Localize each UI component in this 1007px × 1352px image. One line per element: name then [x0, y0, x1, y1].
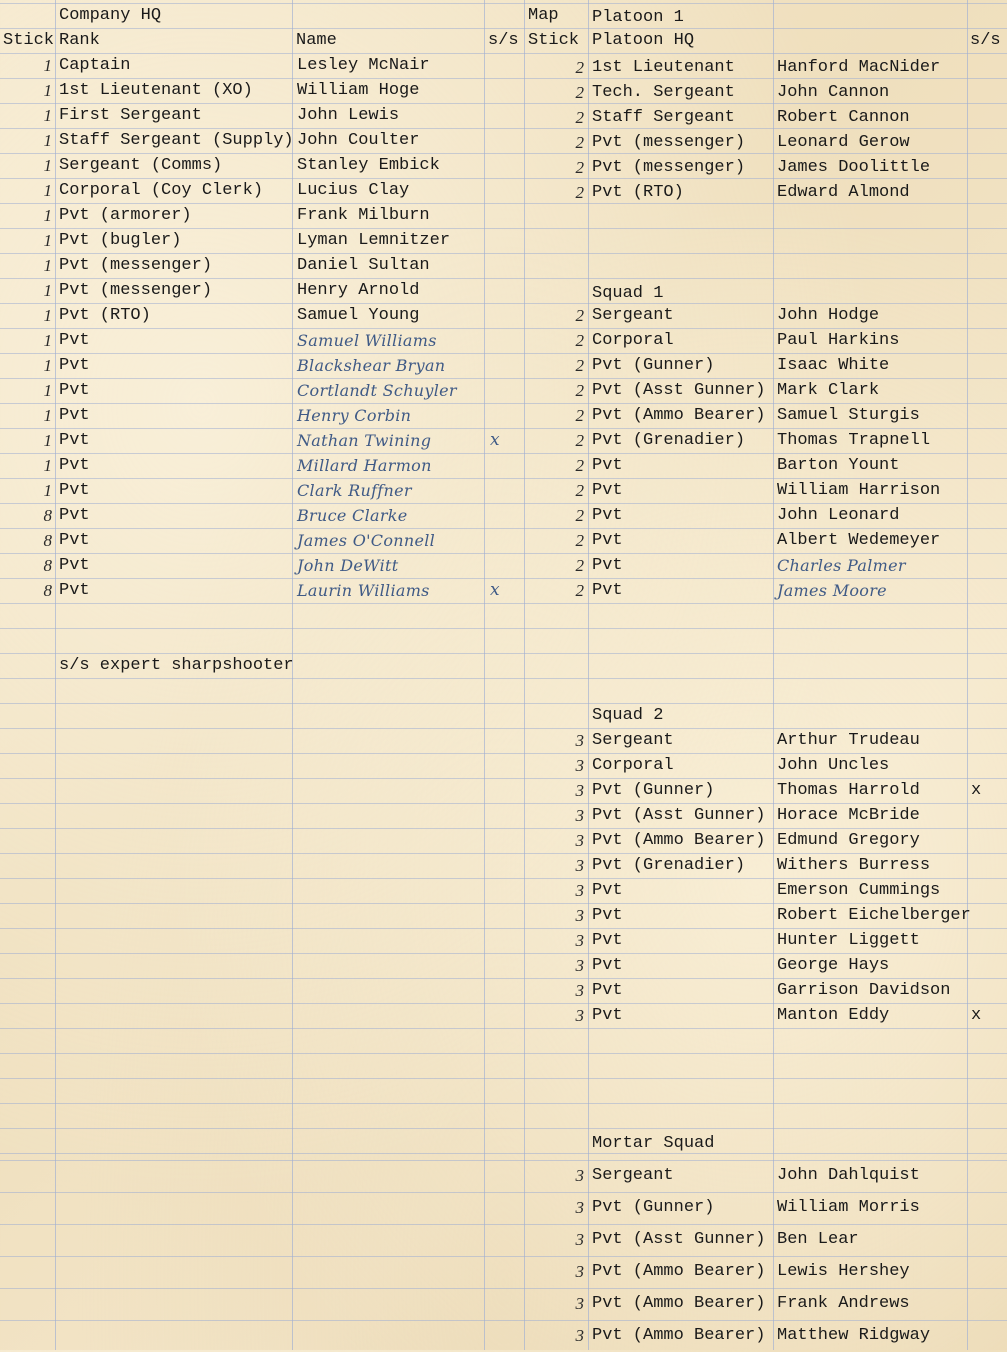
platoon-row-name[interactable]: Hunter Liggett — [777, 931, 920, 950]
platoon-row-rank[interactable]: Pvt (RTO) — [592, 183, 684, 202]
platoon-row-name[interactable]: John Hodge — [777, 306, 880, 325]
platoon-row-stick[interactable]: 2 — [575, 83, 584, 102]
platoon-row-name[interactable]: Robert Cannon — [777, 108, 910, 127]
company-row-stick[interactable]: 1 — [43, 381, 52, 400]
company-row-rank[interactable]: Pvt — [59, 531, 90, 550]
platoon-row-rank[interactable]: Pvt (Asst Gunner) — [592, 806, 766, 825]
platoon-row-name[interactable]: Garrison Davidson — [777, 981, 951, 1000]
company-section-title[interactable]: Company HQ — [59, 6, 162, 25]
company-row-name[interactable]: Samuel Williams — [297, 331, 437, 350]
company-row-name[interactable]: John Lewis — [297, 106, 400, 125]
mortar-squad-title[interactable]: Mortar Squad — [592, 1134, 715, 1153]
platoon-row-rank[interactable]: Pvt — [592, 556, 623, 575]
platoon-row-stick[interactable]: 3 — [575, 1326, 584, 1345]
platoon-row-name[interactable]: Edward Almond — [777, 183, 910, 202]
sharpshooter-legend[interactable]: s/s expert sharpshooter — [59, 656, 294, 675]
platoon-row-name[interactable]: James Doolittle — [777, 158, 931, 177]
platoon-row-name[interactable]: Manton Eddy — [777, 1006, 890, 1025]
platoon-row-stick[interactable]: 3 — [575, 1262, 584, 1281]
platoon-row-stick[interactable]: 3 — [575, 981, 584, 1000]
company-row-name[interactable]: Frank Milburn — [297, 206, 430, 225]
company-row-rank[interactable]: Pvt — [59, 431, 90, 450]
platoon-row-name[interactable]: James Moore — [777, 581, 887, 600]
platoon-row-sharpshooter[interactable]: x — [971, 781, 982, 800]
platoon-row-name[interactable]: John Dahlquist — [777, 1166, 920, 1185]
company-row-name[interactable]: John DeWitt — [297, 556, 399, 575]
company-row-stick[interactable]: 1 — [43, 156, 52, 175]
company-row-name[interactable]: Bruce Clarke — [297, 506, 408, 525]
platoon-row-stick[interactable]: 3 — [575, 831, 584, 850]
platoon-row-rank[interactable]: Pvt (messenger) — [592, 133, 746, 152]
platoon-row-rank[interactable]: Sergeant — [592, 306, 674, 325]
company-row-rank[interactable]: 1st Lieutenant (XO) — [59, 81, 253, 100]
platoon-row-stick[interactable]: 3 — [575, 1198, 584, 1217]
platoon-row-rank[interactable]: Pvt — [592, 481, 623, 500]
platoon-row-name[interactable]: William Morris — [777, 1198, 920, 1217]
platoon-row-rank[interactable]: Pvt (Ammo Bearer) — [592, 406, 766, 425]
company-row-name[interactable]: Lucius Clay — [297, 181, 410, 200]
company-row-rank[interactable]: Pvt — [59, 381, 90, 400]
platoon-row-stick[interactable]: 2 — [575, 506, 584, 525]
platoon-row-stick[interactable]: 3 — [575, 881, 584, 900]
platoon-row-rank[interactable]: Pvt (Ammo Bearer) — [592, 1326, 766, 1345]
platoon-row-sharpshooter[interactable]: x — [971, 1006, 982, 1025]
platoon-row-rank[interactable]: Pvt (messenger) — [592, 158, 746, 177]
company-row-rank[interactable]: Staff Sergeant (Supply) — [59, 131, 294, 150]
platoon-row-rank[interactable]: Corporal — [592, 331, 674, 350]
platoon-row-name[interactable]: Isaac White — [777, 356, 890, 375]
platoon-row-stick[interactable]: 2 — [575, 58, 584, 77]
platoon-row-name[interactable]: Robert Eichelberger — [777, 906, 971, 925]
platoon-row-name[interactable]: Paul Harkins — [777, 331, 900, 350]
platoon-row-rank[interactable]: Pvt — [592, 981, 623, 1000]
platoon-row-name[interactable]: Albert Wedemeyer — [777, 531, 941, 550]
platoon-row-stick[interactable]: 2 — [575, 581, 584, 600]
platoon-row-name[interactable]: Lewis Hershey — [777, 1262, 910, 1281]
platoon-row-name[interactable]: John Cannon — [777, 83, 890, 102]
platoon-row-stick[interactable]: 2 — [575, 556, 584, 575]
company-row-rank[interactable]: Corporal (Coy Clerk) — [59, 181, 264, 200]
platoon-row-rank[interactable]: Pvt (Grenadier) — [592, 856, 746, 875]
squad2-title[interactable]: Squad 2 — [592, 706, 664, 725]
company-row-stick[interactable]: 1 — [43, 331, 52, 350]
company-row-sharpshooter[interactable]: x — [490, 580, 500, 600]
platoon-row-stick[interactable]: 3 — [575, 1166, 584, 1185]
platoon-row-rank[interactable]: Pvt (Ammo Bearer) — [592, 831, 766, 850]
company-row-name[interactable]: Laurin Williams — [297, 581, 430, 600]
platoon-row-name[interactable]: Matthew Ridgway — [777, 1326, 931, 1345]
company-row-stick[interactable]: 1 — [43, 56, 52, 75]
platoon-row-name[interactable]: John Uncles — [777, 756, 890, 775]
company-row-rank[interactable]: Pvt (RTO) — [59, 306, 151, 325]
company-row-name[interactable]: Daniel Sultan — [297, 256, 430, 275]
company-row-name[interactable]: Henry Corbin — [297, 406, 412, 425]
company-row-rank[interactable]: Sergeant (Comms) — [59, 156, 223, 175]
company-row-stick[interactable]: 1 — [43, 131, 52, 150]
company-row-sharpshooter[interactable]: x — [490, 430, 500, 450]
platoon-row-name[interactable]: William Harrison — [777, 481, 941, 500]
platoon-row-rank[interactable]: Pvt — [592, 456, 623, 475]
platoon-row-rank[interactable]: Pvt — [592, 906, 623, 925]
company-row-stick[interactable]: 1 — [43, 456, 52, 475]
company-row-stick[interactable]: 1 — [43, 181, 52, 200]
company-row-stick[interactable]: 1 — [43, 231, 52, 250]
company-row-name[interactable]: Blackshear Bryan — [297, 356, 446, 375]
company-row-rank[interactable]: Pvt — [59, 581, 90, 600]
company-row-rank[interactable]: Pvt (armorer) — [59, 206, 192, 225]
platoon-row-stick[interactable]: 2 — [575, 531, 584, 550]
platoon-row-name[interactable]: George Hays — [777, 956, 890, 975]
platoon-row-name[interactable]: Barton Yount — [777, 456, 900, 475]
platoon-row-stick[interactable]: 2 — [575, 108, 584, 127]
company-row-stick[interactable]: 1 — [43, 206, 52, 225]
platoon-row-stick[interactable]: 3 — [575, 956, 584, 975]
company-row-rank[interactable]: Pvt — [59, 406, 90, 425]
platoon-row-name[interactable]: Arthur Trudeau — [777, 731, 920, 750]
platoon-section-title[interactable]: Platoon 1 — [592, 8, 684, 27]
company-row-stick[interactable]: 1 — [43, 356, 52, 375]
map-label[interactable]: Map — [528, 6, 559, 25]
company-row-name[interactable]: James O'Connell — [297, 531, 436, 550]
company-row-stick[interactable]: 8 — [43, 506, 52, 525]
platoon-row-rank[interactable]: Pvt (Gunner) — [592, 356, 715, 375]
platoon-row-stick[interactable]: 2 — [575, 356, 584, 375]
company-row-rank[interactable]: Pvt — [59, 556, 90, 575]
platoon-header-hq[interactable]: Platoon HQ — [592, 31, 695, 50]
platoon-row-stick[interactable]: 3 — [575, 931, 584, 950]
squad1-title[interactable]: Squad 1 — [592, 284, 664, 303]
company-row-name[interactable]: Millard Harmon — [297, 456, 432, 475]
platoon-row-rank[interactable]: Pvt (Grenadier) — [592, 431, 746, 450]
platoon-row-stick[interactable]: 3 — [575, 781, 584, 800]
platoon-row-name[interactable]: Leonard Gerow — [777, 133, 910, 152]
platoon-row-stick[interactable]: 2 — [575, 481, 584, 500]
company-row-rank[interactable]: Pvt (bugler) — [59, 231, 182, 250]
company-row-stick[interactable]: 1 — [43, 481, 52, 500]
platoon-row-rank[interactable]: 1st Lieutenant — [592, 58, 735, 77]
company-row-name[interactable]: Henry Arnold — [297, 281, 420, 300]
platoon-row-rank[interactable]: Pvt — [592, 881, 623, 900]
platoon-row-stick[interactable]: 2 — [575, 306, 584, 325]
company-row-stick[interactable]: 1 — [43, 281, 52, 300]
platoon-row-rank[interactable]: Pvt (Gunner) — [592, 1198, 715, 1217]
platoon-row-rank[interactable]: Pvt — [592, 581, 623, 600]
platoon-row-name[interactable]: Charles Palmer — [777, 556, 906, 575]
platoon-row-rank[interactable]: Pvt — [592, 931, 623, 950]
platoon-row-name[interactable]: Thomas Trapnell — [777, 431, 931, 450]
platoon-row-stick[interactable]: 2 — [575, 406, 584, 425]
company-row-rank[interactable]: Captain — [59, 56, 131, 75]
platoon-row-name[interactable]: Frank Andrews — [777, 1294, 910, 1313]
platoon-row-name[interactable]: Withers Burress — [777, 856, 931, 875]
platoon-row-stick[interactable]: 3 — [575, 756, 584, 775]
platoon-row-rank[interactable]: Pvt (Ammo Bearer) — [592, 1294, 766, 1313]
platoon-row-stick[interactable]: 3 — [575, 806, 584, 825]
platoon-row-stick[interactable]: 2 — [575, 431, 584, 450]
company-row-stick[interactable]: 1 — [43, 81, 52, 100]
platoon-row-stick[interactable]: 2 — [575, 183, 584, 202]
platoon-row-name[interactable]: Ben Lear — [777, 1230, 859, 1249]
company-row-name[interactable]: John Coulter — [297, 131, 420, 150]
platoon-header-stick[interactable]: Stick — [528, 31, 580, 50]
platoon-row-stick[interactable]: 3 — [575, 1230, 584, 1249]
company-row-name[interactable]: Lyman Lemnitzer — [297, 231, 451, 250]
platoon-row-rank[interactable]: Pvt — [592, 1006, 623, 1025]
company-row-rank[interactable]: Pvt — [59, 506, 90, 525]
company-row-stick[interactable]: 1 — [43, 306, 52, 325]
platoon-header-ss[interactable]: s/s — [970, 31, 1001, 50]
platoon-row-rank[interactable]: Pvt (Ammo Bearer) — [592, 1262, 766, 1281]
platoon-row-rank[interactable]: Pvt — [592, 531, 623, 550]
company-row-name[interactable]: Nathan Twining — [297, 431, 432, 450]
company-row-rank[interactable]: First Sergeant — [59, 106, 202, 125]
company-row-stick[interactable]: 1 — [43, 431, 52, 450]
company-row-stick[interactable]: 8 — [43, 556, 52, 575]
platoon-row-rank[interactable]: Sergeant — [592, 1166, 674, 1185]
company-header-ss[interactable]: s/s — [488, 31, 519, 50]
platoon-row-stick[interactable]: 3 — [575, 1006, 584, 1025]
company-row-rank[interactable]: Pvt — [59, 356, 90, 375]
company-row-rank[interactable]: Pvt (messenger) — [59, 256, 213, 275]
company-row-rank[interactable]: Pvt (messenger) — [59, 281, 213, 300]
company-row-stick[interactable]: 1 — [43, 106, 52, 125]
platoon-row-rank[interactable]: Tech. Sergeant — [592, 83, 735, 102]
platoon-row-stick[interactable]: 3 — [575, 1294, 584, 1313]
platoon-row-stick[interactable]: 3 — [575, 856, 584, 875]
platoon-row-rank[interactable]: Pvt (Gunner) — [592, 781, 715, 800]
company-row-name[interactable]: Lesley McNair — [297, 56, 430, 75]
company-header-name[interactable]: Name — [296, 31, 337, 50]
platoon-row-stick[interactable]: 2 — [575, 158, 584, 177]
company-row-rank[interactable]: Pvt — [59, 331, 90, 350]
platoon-row-name[interactable]: Thomas Harrold — [777, 781, 920, 800]
company-row-rank[interactable]: Pvt — [59, 456, 90, 475]
platoon-row-rank[interactable]: Staff Sergeant — [592, 108, 735, 127]
platoon-row-rank[interactable]: Pvt — [592, 956, 623, 975]
platoon-row-stick[interactable]: 2 — [575, 133, 584, 152]
platoon-row-rank[interactable]: Pvt (Asst Gunner) — [592, 381, 766, 400]
company-header-rank[interactable]: Rank — [59, 31, 100, 50]
company-row-name[interactable]: Cortlandt Schuyler — [297, 381, 457, 400]
company-row-stick[interactable]: 1 — [43, 256, 52, 275]
platoon-row-name[interactable]: Samuel Sturgis — [777, 406, 920, 425]
platoon-row-name[interactable]: Horace McBride — [777, 806, 920, 825]
company-row-stick[interactable]: 8 — [43, 581, 52, 600]
platoon-row-name[interactable]: John Leonard — [777, 506, 900, 525]
company-row-rank[interactable]: Pvt — [59, 481, 90, 500]
platoon-row-rank[interactable]: Pvt (Asst Gunner) — [592, 1230, 766, 1249]
company-row-name[interactable]: Stanley Embick — [297, 156, 440, 175]
platoon-row-name[interactable]: Mark Clark — [777, 381, 880, 400]
platoon-row-stick[interactable]: 2 — [575, 456, 584, 475]
company-row-name[interactable]: William Hoge — [297, 81, 420, 100]
platoon-row-rank[interactable]: Sergeant — [592, 731, 674, 750]
company-row-name[interactable]: Clark Ruffner — [297, 481, 412, 500]
platoon-row-stick[interactable]: 2 — [575, 381, 584, 400]
platoon-row-stick[interactable]: 2 — [575, 331, 584, 350]
platoon-row-name[interactable]: Emerson Cummings — [777, 881, 941, 900]
platoon-row-rank[interactable]: Corporal — [592, 756, 674, 775]
platoon-row-stick[interactable]: 3 — [575, 731, 584, 750]
platoon-row-rank[interactable]: Pvt — [592, 506, 623, 525]
company-row-stick[interactable]: 1 — [43, 406, 52, 425]
company-row-name[interactable]: Samuel Young — [297, 306, 420, 325]
platoon-row-name[interactable]: Hanford MacNider — [777, 58, 941, 77]
company-header-stick[interactable]: Stick — [3, 31, 55, 50]
platoon-row-name[interactable]: Edmund Gregory — [777, 831, 920, 850]
platoon-row-stick[interactable]: 3 — [575, 906, 584, 925]
company-row-stick[interactable]: 8 — [43, 531, 52, 550]
